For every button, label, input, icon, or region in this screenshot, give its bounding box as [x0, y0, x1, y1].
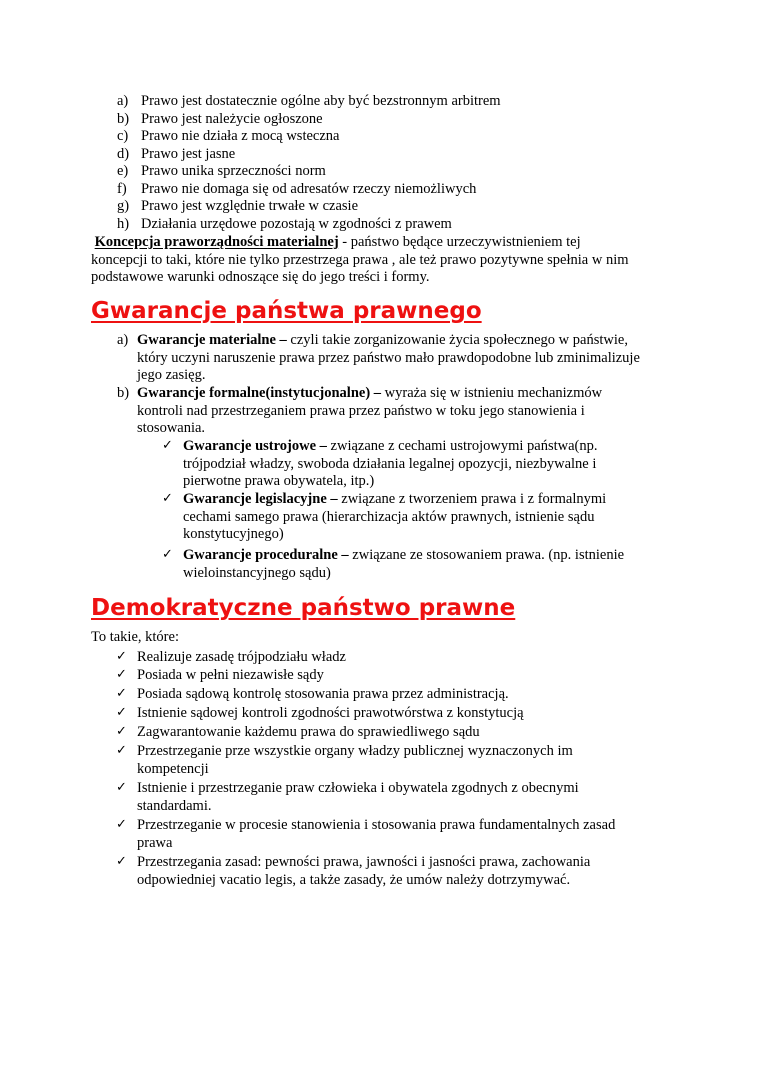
- list-item: Istnienie i przestrzeganie praw człowieka i obywatela zgodnych z obecnymi: [137, 780, 579, 796]
- list-item: Posiada w pełni niezawisłe sądy: [137, 667, 324, 683]
- term: Gwarancje ustrojowe –: [183, 438, 327, 454]
- checkmark-icon: ✓: [116, 780, 127, 795]
- list-item: Prawo nie domaga się od adresatów rzeczy niemożliwych: [141, 181, 477, 197]
- paragraph-text: - państwo będące urzeczywistnieniem tej: [338, 234, 581, 250]
- checkmark-icon: ✓: [116, 817, 127, 832]
- list-item-continuation: prawa: [137, 835, 173, 851]
- checkmark-icon: ✓: [116, 686, 127, 701]
- list-marker: d): [117, 146, 130, 162]
- list-item: Przestrzeganie w procesie stanowienia i stosowania prawa fundamentalnych zasad: [137, 817, 616, 833]
- sub-list-item: Gwarancje legislacyjne – związane z tworzeniem prawa i z formalnymi: [183, 491, 607, 507]
- list-item-continuation: kompetencji: [137, 761, 209, 777]
- list-marker: a): [117, 332, 129, 348]
- term: Gwarancje formalne(instytucjonalne) –: [137, 385, 382, 401]
- list-item: Prawo jest należycie ogłoszone: [141, 111, 323, 127]
- list-item: Istnienie sądowej kontroli zgodności prawotwórstwa z konstytucją: [137, 705, 524, 721]
- list-item: Działania urzędowe pozostają w zgodności z prawem: [141, 216, 452, 232]
- list-item-continuation: standardami.: [137, 798, 212, 814]
- list-marker: f): [117, 181, 127, 197]
- section-heading-demokratyczne: Demokratyczne państwo prawne: [91, 595, 516, 621]
- list-item: Przestrzeganie prze wszystkie organy władzy publicznej wyznaczonych im: [137, 743, 573, 759]
- checkmark-icon: ✓: [116, 649, 127, 664]
- list-marker: e): [117, 163, 129, 179]
- list-item-continuation: odpowiedniej vacatio legis, a także zasady, że umów należy dotrzymywać.: [137, 872, 571, 888]
- list-marker: h): [117, 216, 130, 232]
- list-item: Gwarancje materialne – czyli takie zorganizowanie życia społecznego w państwie,: [137, 332, 628, 348]
- koncepcja-term: Koncepcja praworządności materialnej: [94, 234, 339, 250]
- paragraph-text: podstawowe warunki odnoszące się do jego treści i formy.: [91, 269, 430, 285]
- list-marker: g): [117, 198, 130, 214]
- checkmark-icon: ✓: [162, 438, 173, 453]
- list-item-continuation: jego zasięg.: [137, 367, 206, 383]
- sub-list-item: Gwarancje ustrojowe – związane z cechami ustrojowymi państwa(np.: [183, 438, 598, 454]
- list-item-continuation: stosowania.: [137, 420, 206, 436]
- list-item: Prawo jest jasne: [141, 146, 236, 162]
- term: Gwarancje legislacyjne –: [183, 491, 338, 507]
- list-marker: c): [117, 128, 129, 144]
- sub-list-item-continuation: wieloinstancyjnego sądu): [183, 565, 331, 581]
- list-item: Gwarancje formalne(instytucjonalne) – wyraża się w istnieniu mechanizmów: [137, 385, 603, 401]
- section-heading-gwarancje: Gwarancje państwa prawnego: [91, 298, 482, 324]
- sub-list-item-continuation: konstytucyjnego): [183, 526, 284, 542]
- list-item: Prawo jest względnie trwałe w czasie: [141, 198, 359, 214]
- list-marker: a): [117, 93, 129, 109]
- list-marker: b): [117, 385, 130, 401]
- sub-list-item-continuation: trójpodział władzy, swoboda działania legalnej opozycji, niezbywalne i: [183, 456, 597, 472]
- checkmark-icon: ✓: [116, 667, 127, 682]
- list-item: Prawo jest dostatecznie ogólne aby być bezstronnym arbitrem: [141, 93, 501, 109]
- paragraph-text: koncepcji to taki, które nie tylko przestrzega prawa , ale też prawo pozytywne spełnia w nim: [91, 252, 629, 268]
- list-item: Przestrzegania zasad: pewności prawa, jawności i jasności prawa, zachowania: [137, 854, 591, 870]
- checkmark-icon: ✓: [116, 743, 127, 758]
- sub-list-item-continuation: cechami samego prawa (hierarchizacja aktów prawnych, istnienie sądu: [183, 509, 595, 525]
- list-item: Posiada sądową kontrolę stosowania prawa przez administracją.: [137, 686, 509, 702]
- list-item: Zagwarantowanie każdemu prawa do sprawiedliwego sądu: [137, 724, 480, 740]
- checkmark-icon: ✓: [116, 724, 127, 739]
- list-item: Prawo nie działa z mocą wsteczna: [141, 128, 340, 144]
- checkmark-icon: ✓: [162, 547, 173, 562]
- intro-text: To takie, które:: [91, 629, 179, 645]
- sub-list-item-continuation: pierwotne prawa obywatela, itp.): [183, 473, 375, 489]
- list-item: Realizuje zasadę trójpodziału władz: [137, 649, 346, 665]
- list-marker: b): [117, 111, 130, 127]
- checkmark-icon: ✓: [116, 705, 127, 720]
- list-item-continuation: kontroli nad przestrzeganiem prawa przez państwo w toku jego stanowienia i: [137, 403, 585, 419]
- sub-list-item: Gwarancje proceduralne – związane ze stosowaniem prawa. (np. istnienie: [183, 547, 625, 563]
- checkmark-icon: ✓: [116, 854, 127, 869]
- term: Gwarancje materialne –: [137, 332, 287, 348]
- checkmark-icon: ✓: [162, 491, 173, 506]
- term: Gwarancje proceduralne –: [183, 547, 349, 563]
- list-item-continuation: który uczyni naruszenie prawa przez państwo mało prawdopodobne lub zminimalizuje: [137, 350, 640, 366]
- list-item: Prawo unika sprzeczności norm: [141, 163, 326, 179]
